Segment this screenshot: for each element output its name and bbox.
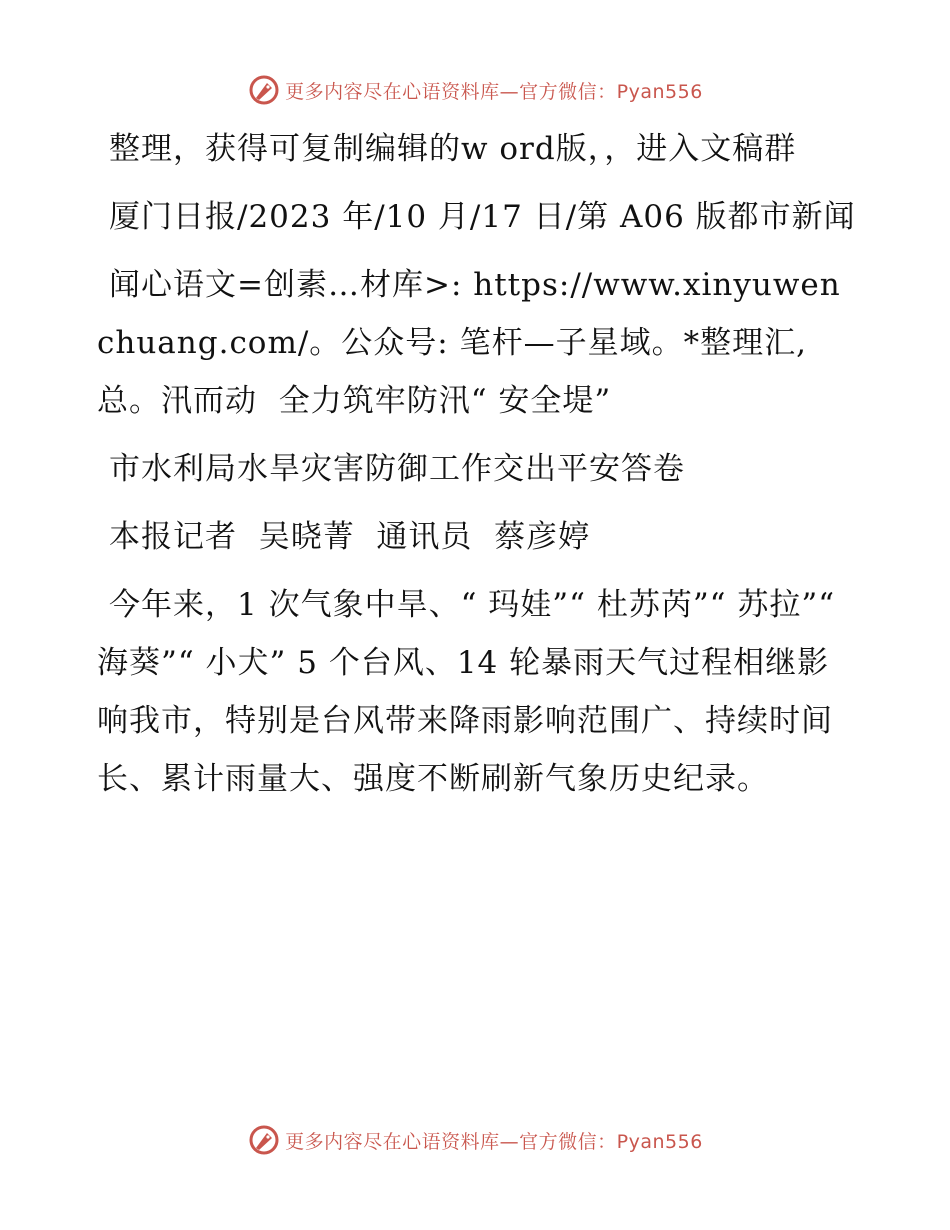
source-line: 厦门日报/2023 年/10 月/17 日/第 A06 版都市新闻 xyxy=(109,199,856,235)
pen-nib-logo-icon xyxy=(247,1123,281,1157)
intro-notice: 整理，获得可复制编辑的w ord版，，进入文稿群 xyxy=(109,131,797,167)
article-body xyxy=(97,120,857,818)
header-watermark-banner xyxy=(0,70,950,110)
pen-nib-logo-icon xyxy=(247,73,281,107)
body-paragraph: 今年来，1 次气象中旱、“ 玛娃”“ 杜苏芮”“ 苏拉”“ 海葵”“ 小犬” 5 个台风、14 轮暴雨天气过程相继影响我市，特别是台风带来降雨影响范围广、持续时间长、累计雨量大、强度不断刷新气象历史纪录。 xyxy=(97,587,846,797)
watermark-text: 更多内容尽在心语资料库—官方微信：Pyan556 xyxy=(285,80,703,103)
headline-paragraph: 闻心语文=创素…材库>: https://www.xinyuwenchuang.com/。公众号: 笔杆—子星域。*整理汇,总。汛而动 全力筑牢防汛“ 安全堤” xyxy=(97,267,841,419)
footer-watermark-banner xyxy=(0,1120,950,1160)
byline: 本报记者 吴晓菁 通讯员 蔡彦婷 xyxy=(109,519,591,555)
subheadline: 市水利局水旱灾害防御工作交出平安答卷 xyxy=(109,451,685,487)
watermark-text: 更多内容尽在心语资料库—官方微信：Pyan556 xyxy=(285,1130,703,1153)
